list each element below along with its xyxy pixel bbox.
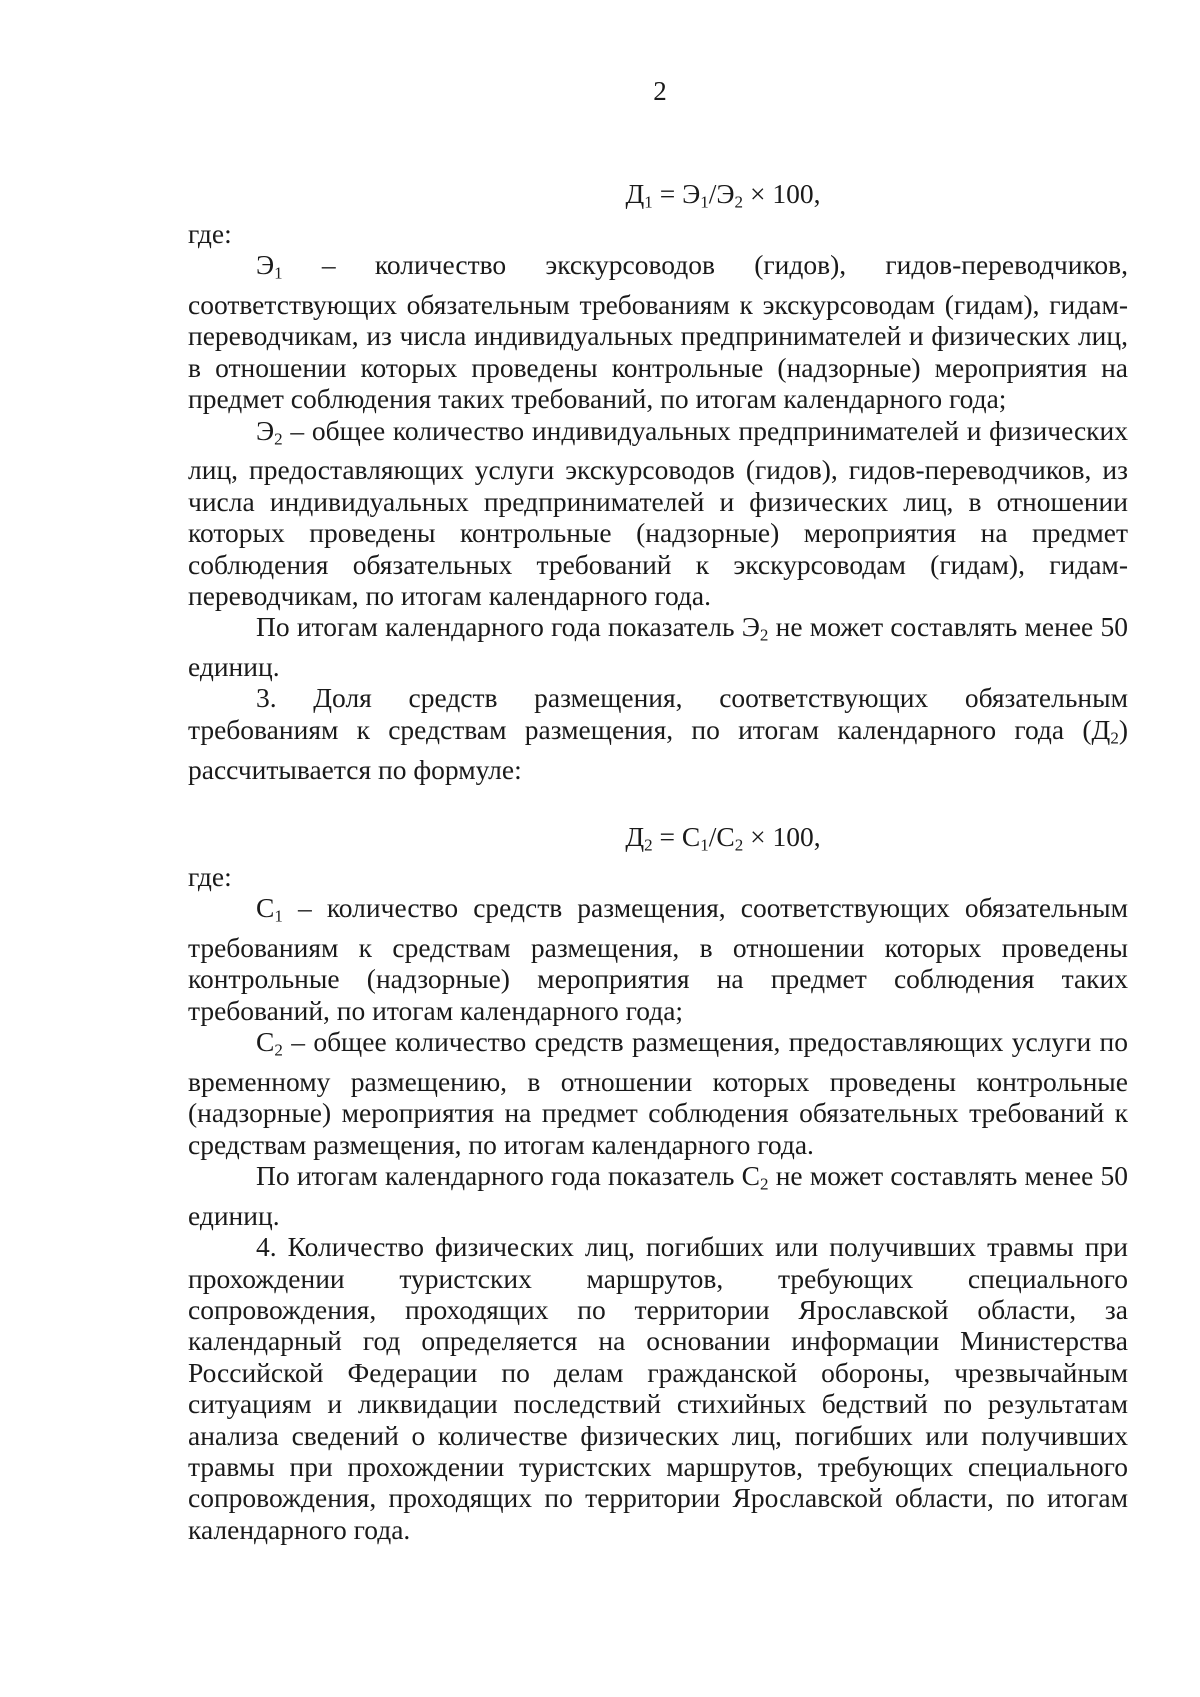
e2-minimum-note <box>188 611 1128 682</box>
where-label-1: где: <box>188 218 232 249</box>
definition-e1-symbol: Э <box>256 249 275 281</box>
formula-d1-lhs-sub: 1 <box>644 192 653 212</box>
definition-e1-symbol-sub: 1 <box>274 263 283 283</box>
where-label-2: где: <box>188 860 232 892</box>
formula-d1-lhs: Д <box>625 178 645 209</box>
c2-minimum-before: По итогам календарного года показатель С <box>256 1160 760 1192</box>
definition-e2 <box>188 415 1128 612</box>
formula-d2-n2-sub: 2 <box>734 835 744 855</box>
definition-c1-symbol: С <box>256 892 275 924</box>
item-3-after: ) рассчитывается по формуле: <box>188 713 1128 785</box>
definition-e2-symbol-sub: 2 <box>274 428 283 448</box>
e2-minimum-before: По итогам календарного года показатель Э <box>256 611 760 643</box>
e2-minimum-sub: 2 <box>759 625 769 645</box>
item-3-before: 3. Доля средств размещения, соответствующих обязательным требованиям к средствам размещения, по итогам календарного года (Д <box>188 682 1128 745</box>
definition-c2-symbol-sub: 2 <box>274 1040 283 1060</box>
formula-d1 <box>188 170 1128 218</box>
item-3 <box>188 682 1128 784</box>
definition-c1 <box>188 892 1128 1026</box>
definition-c1-symbol-sub: 1 <box>274 906 283 926</box>
definition-c2-text: – общее количество средств размещения, предоставляющих услуги по временному размещению, в отношении которых проведены контрольные (надзорные) мероприятия на предмет соблюдения обязательных требований к средствам размещения, по итогам календарного года. <box>188 1026 1128 1160</box>
formula-d2 <box>188 813 1128 861</box>
formula-d2-lhs: Д <box>625 820 645 852</box>
formula-d1-eq: = Э <box>652 178 701 209</box>
formula-d1-n2-sub: 2 <box>734 192 744 212</box>
formula-d2-rhs: × 100, <box>743 820 821 852</box>
formula-d2-n1-sub: 1 <box>700 835 709 855</box>
page-number: 2 <box>653 76 667 106</box>
definition-e2-text: – общее количество индивидуальных предпринимателей и физических лиц, предоставляющих услуги экскурсоводов (гидов), гидов-переводчиков, из числа индивидуальных предпринимателей и физических лиц, в отношении которых проведены контрольные (надзорные) мероприятия на предмет соблюдения обязательных требований к экскурсоводам (гидам), гидам-переводчикам, по итогам календарного года. <box>188 414 1128 611</box>
document-body <box>188 170 1128 1545</box>
formula-d2-mid: /С <box>708 820 735 852</box>
formula-d1-mid: /Э <box>708 178 735 209</box>
definition-c2 <box>188 1026 1128 1160</box>
formula-d1-rhs: × 100, <box>743 178 821 209</box>
e2-minimum-after: не может составлять менее 50 единиц. <box>188 611 1128 683</box>
formula-d2-eq: = С <box>652 820 701 852</box>
c2-minimum-after: не может составлять менее 50 единиц. <box>188 1160 1128 1231</box>
definition-c2-symbol: С <box>256 1026 275 1058</box>
definition-c1-text: – количество средств размещения, соответствующих обязательным требованиям к средствам размещения, в отношении которых проведены контрольные (надзорные) мероприятия на предмет соблюдения таких требований, по итогам календарного года; <box>188 892 1128 1026</box>
formula-d1-n1-sub: 1 <box>700 192 709 212</box>
definition-e2-symbol: Э <box>256 414 275 446</box>
definition-e1-text: – количество экскурсоводов (гидов), гидов-переводчиков, соответствующих обязательным требованиям к экскурсоводам (гидам), гидам-переводчикам, из числа индивидуальных предпринимателей и физических лиц, в отношении которых проведены контрольные (надзорные) мероприятия на предмет соблюдения таких требований, по итогам календарного года; <box>188 249 1128 415</box>
item-3-sub: 2 <box>1110 728 1119 748</box>
c2-minimum-sub: 2 <box>760 1174 769 1194</box>
c2-minimum-note <box>188 1160 1128 1231</box>
formula-d2-lhs-sub: 2 <box>644 835 653 855</box>
definition-e1 <box>188 249 1128 414</box>
item-4: 4. Количество физических лиц, погибших или получивших травмы при прохождении туристских маршрутов, требующих специального сопровождения, проходящих по территории Ярославской области, за календарный год определяется на основании информации Министерства Российской Федерации по делам гражданской обороны, чрезвычайным ситуациям и ликвидации последствий стихийных бедствий по результатам анализа сведений о количестве физических лиц, погибших или получивших травмы при прохождении туристских маршрутов, требующих специального сопровождения, проходящих по территории Ярославской области, по итогам календарного года. <box>188 1231 1128 1545</box>
